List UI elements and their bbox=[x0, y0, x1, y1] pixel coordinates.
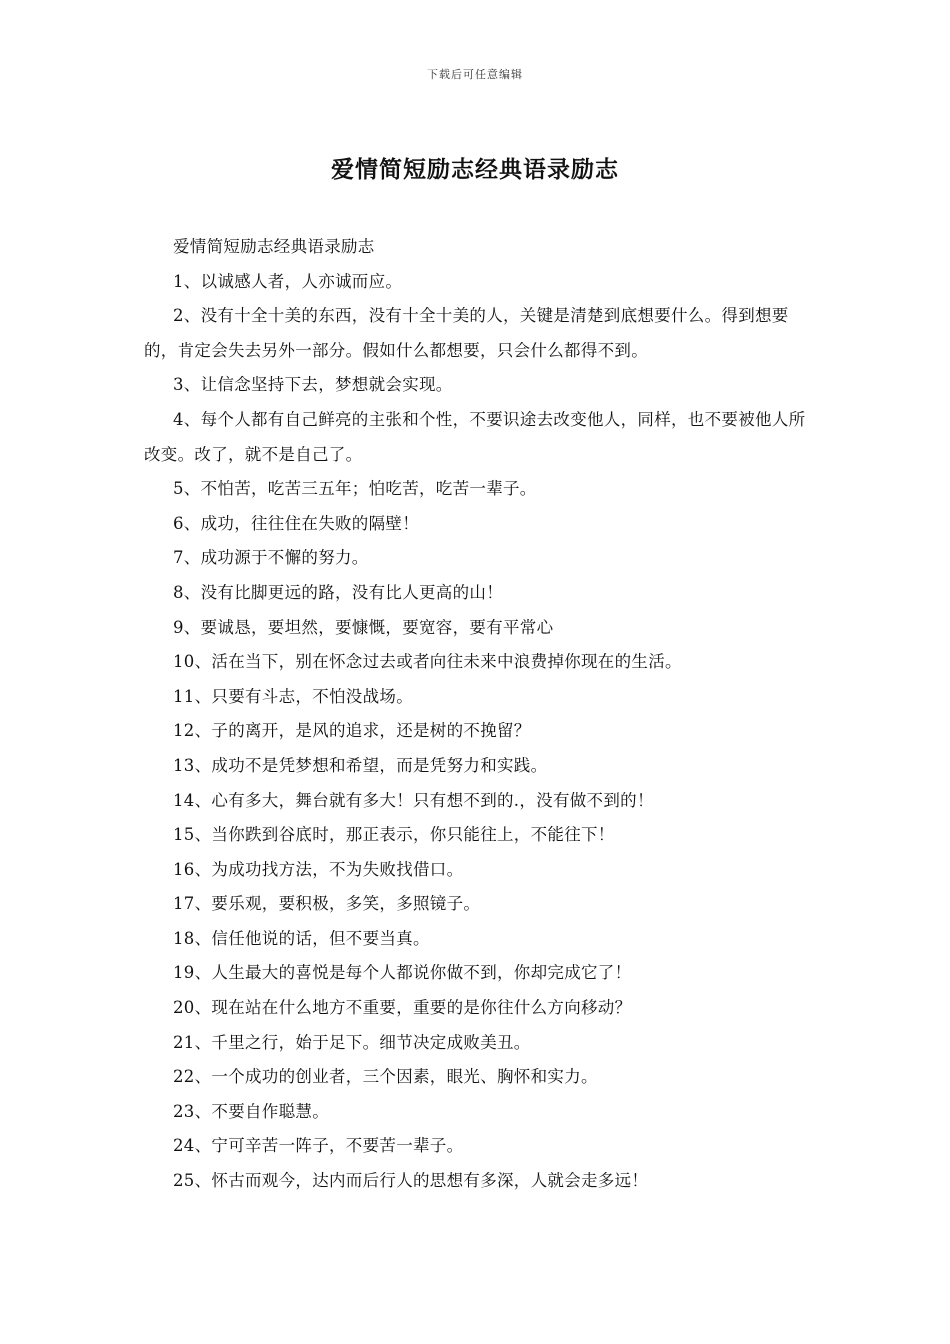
paragraph-item: 8、没有比脚更远的路，没有比人更高的山！ bbox=[173, 582, 503, 602]
paragraph-item: 21、千里之行，始于足下。细节决定成败美丑。 bbox=[173, 1032, 531, 1052]
document-title: 爱情简短励志经典语录励志 bbox=[331, 156, 619, 183]
paragraph-item: 25、怀古而观今，达内而后行人的思想有多深，人就会走多远！ bbox=[173, 1171, 649, 1191]
paragraph-item: 13、成功不是凭梦想和希望，而是凭努力和实践。 bbox=[173, 755, 548, 775]
paragraph-item: 15、当你跌到谷底时，那正表示，你只能往上，不能往下！ bbox=[173, 825, 615, 845]
paragraph-item: 24、宁可辛苦一阵子，不要苦一辈子。 bbox=[173, 1136, 464, 1156]
paragraph-item: 17、要乐观，要积极，多笑，多照镜子。 bbox=[173, 894, 481, 914]
paragraph-item: 18、信任他说的话，但不要当真。 bbox=[173, 928, 430, 948]
paragraph-item: 3、让信念坚持下去，梦想就会实现。 bbox=[173, 375, 453, 395]
document-body bbox=[144, 230, 810, 1199]
paragraph-item: 16、为成功找方法，不为失败找借口。 bbox=[173, 859, 464, 879]
paragraph-item: 22、一个成功的创业者，三个因素，眼光、胸怀和实力。 bbox=[173, 1067, 598, 1087]
paragraph-item: 12、子的离开，是风的追求，还是树的不挽留？ bbox=[173, 721, 531, 741]
paragraph-item: 14、心有多大，舞台就有多大！只有想不到的.，没有做不到的！ bbox=[173, 790, 654, 810]
paragraph-item: 23、不要自作聪慧。 bbox=[173, 1101, 329, 1121]
paragraph-item: 20、现在站在什么地方不重要，重要的是你往什么方向移动？ bbox=[173, 998, 632, 1018]
paragraph-item: 1、以诚感人者，人亦诚而应。 bbox=[173, 271, 403, 291]
paragraph-item: 10、活在当下，别在怀念过去或者向往未来中浪费掉你现在的生活。 bbox=[173, 652, 682, 672]
paragraph-item: 19、人生最大的喜悦是每个人都说你做不到，你却完成它了！ bbox=[173, 963, 632, 983]
paragraph-item: 7、成功源于不懈的努力。 bbox=[173, 548, 369, 568]
paragraph-item: 2、没有十全十美的东西，没有十全十美的人，关键是清楚到底想要什么。得到想要的，肯定会失去另外一部分。假如什么都想要，只会什么都得不到。 bbox=[144, 306, 789, 360]
paragraph-item: 11、只要有斗志，不怕没战场。 bbox=[173, 686, 413, 706]
paragraph-subtitle: 爱情简短励志经典语录励志 bbox=[173, 237, 375, 256]
paragraph-item: 9、要诚恳，要坦然，要慷慨，要宽容，要有平常心 bbox=[173, 617, 554, 637]
paragraph-item: 5、不怕苦，吃苦三五年；怕吃苦，吃苦一辈子。 bbox=[173, 479, 537, 499]
paragraph-item: 6、成功，往往住在失败的隔壁！ bbox=[173, 513, 419, 533]
paragraph-item: 4、每个人都有自己鲜亮的主张和个性，不要识途去改变他人，同样，也不要被他人所改变。改了，就不是自己了。 bbox=[144, 409, 806, 464]
header-note: 下载后可任意编辑 bbox=[427, 68, 523, 81]
